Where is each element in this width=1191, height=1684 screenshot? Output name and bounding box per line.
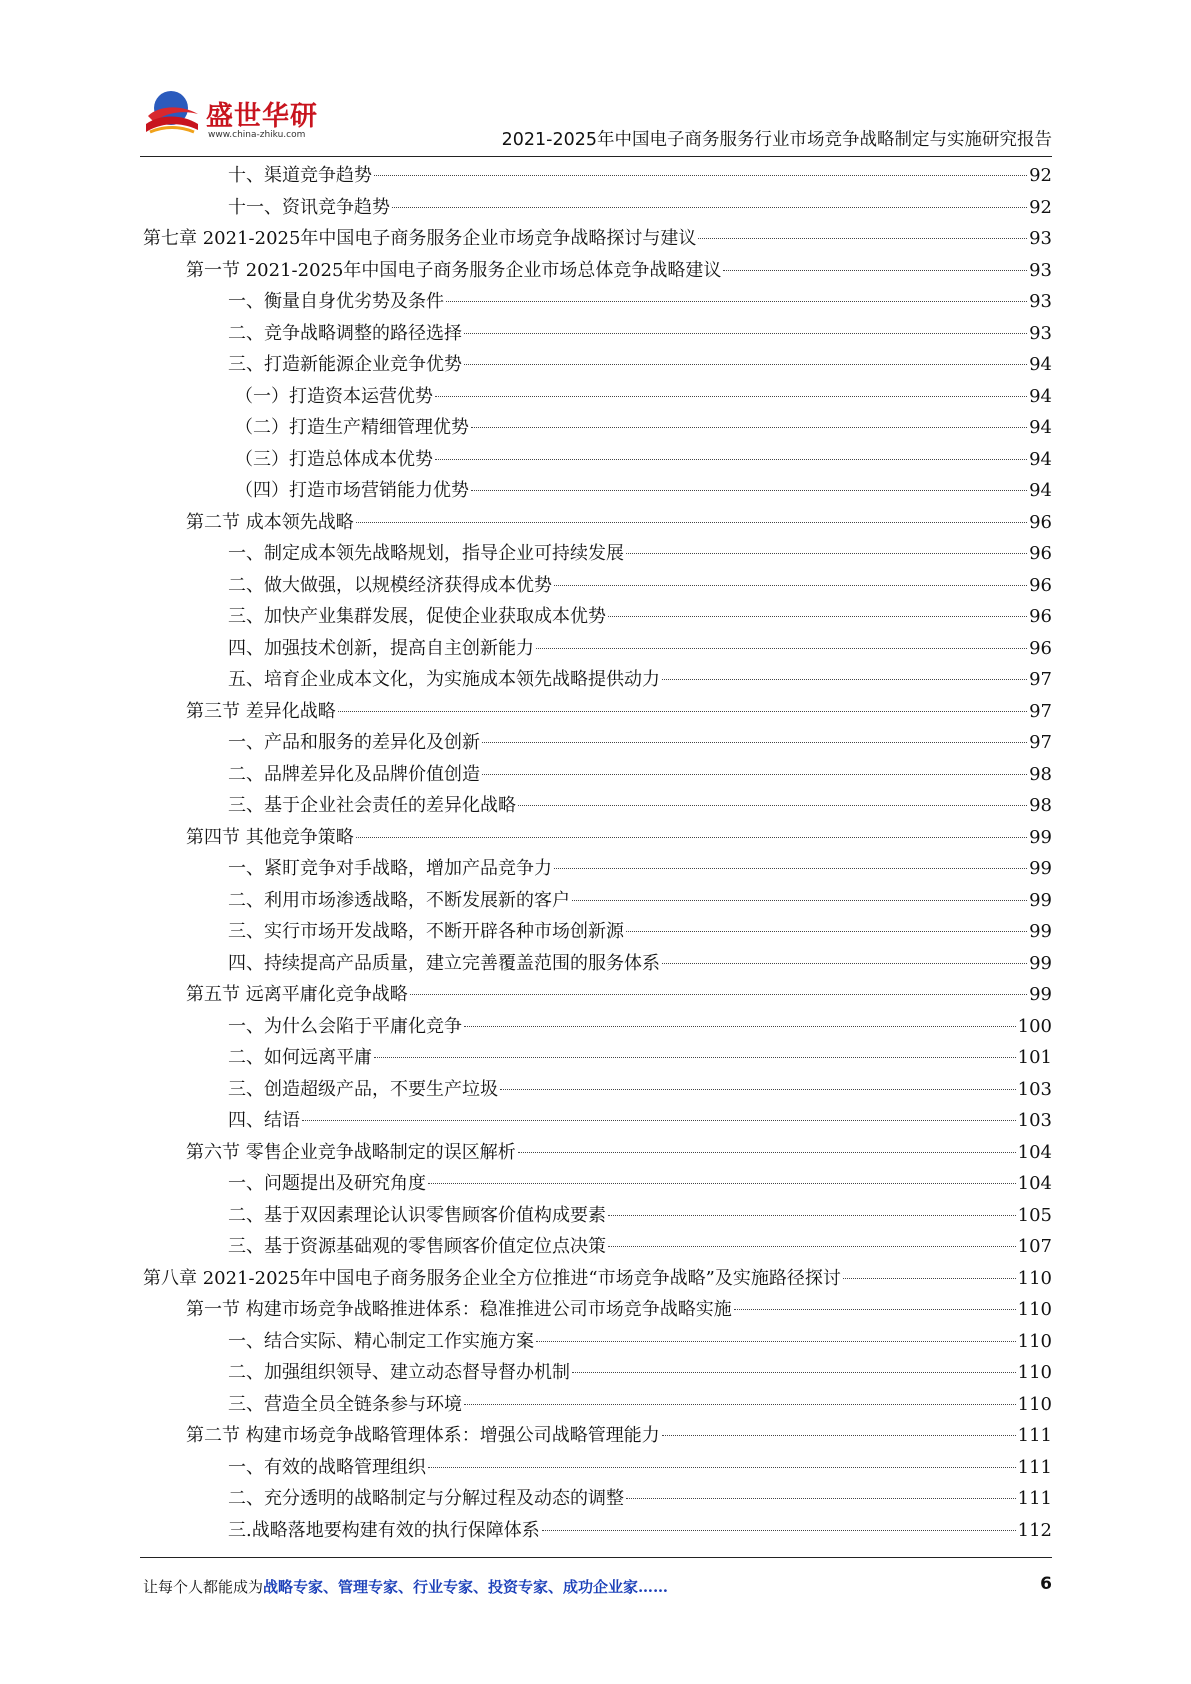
toc-entry-page: 97 [1029,700,1052,722]
toc-dot-leader [662,679,1027,680]
toc-entry-page: 110 [1017,1393,1052,1415]
toc-dot-leader [482,742,1027,743]
toc-entry-title: 一、有效的战略管理组织 [228,1456,426,1478]
toc-dot-leader [338,711,1027,712]
toc-entry[interactable] [143,507,1052,539]
toc-entry-page: 101 [1017,1047,1052,1068]
toc-entry[interactable] [143,570,1052,602]
toc-entry-title: 五、培育企业成本文化，为实施成本领先战略提供动力 [228,669,660,690]
toc-entry-title: 一、衡量自身优劣势及条件 [228,291,444,312]
toc-entry[interactable] [143,1011,1052,1043]
toc-entry-page: 98 [1029,795,1052,816]
page-number: 6 [1040,1574,1052,1594]
toc-entry-title: 一、问题提出及研究角度 [228,1173,426,1194]
toc-entry[interactable] [143,696,1052,728]
toc-entry-page: 99 [1029,952,1052,974]
toc-entry-page: 105 [1017,1204,1052,1226]
toc-entry-title: 第一节 2021-2025年中国电子商务服务企业市场总体竞争战略建议 [186,259,722,281]
toc-entry-page: 111 [1017,1456,1052,1478]
toc-entry-title: 一、产品和服务的差异化及创新 [228,732,480,753]
toc-dot-leader [471,490,1027,491]
toc-dot-leader [626,931,1027,932]
toc-entry-page: 100 [1017,1015,1052,1037]
logo-name: 盛世华研 [206,101,318,132]
toc-entry[interactable] [143,286,1052,318]
toc-entry-title: （三）打造总体成本优势 [235,448,433,470]
toc-entry-title: 第五节 远离平庸化竞争战略 [186,984,408,1005]
toc-dot-leader [446,301,1027,302]
toc-entry-page: 93 [1029,228,1052,249]
toc-entry[interactable] [143,475,1052,507]
toc-entry-page: 96 [1029,511,1052,533]
toc-entry[interactable] [143,1074,1052,1106]
company-logo [140,80,320,146]
toc-entry-title: 第六节 零售企业竞争战略制定的误区解析 [186,1141,516,1163]
toc-entry[interactable] [143,1105,1052,1137]
toc-dot-leader [356,522,1027,523]
toc-entry-title: 二、品牌差异化及品牌价值创造 [228,763,480,785]
toc-dot-leader [536,1341,1016,1342]
toc-dot-leader [374,1057,1016,1058]
toc-entry-page: 94 [1029,448,1052,470]
toc-entry-title: 四、结语 [228,1110,300,1131]
toc-entry-page: 97 [1029,732,1052,753]
toc-entry[interactable] [143,822,1052,854]
toc-entry-page: 111 [1017,1425,1052,1446]
logo-emblem-icon [140,84,202,142]
toc-entry-page: 99 [1029,858,1052,879]
toc-entry[interactable] [143,1231,1052,1263]
toc-entry[interactable] [143,1042,1052,1074]
toc-entry[interactable] [143,1294,1052,1326]
toc-entry[interactable] [143,1263,1052,1295]
toc-entry-title: 二、竞争战略调整的路径选择 [228,322,462,344]
toc-dot-leader [608,1246,1016,1247]
toc-entry-title: 三、基于企业社会责任的差异化战略 [228,795,516,816]
toc-entry[interactable] [143,1137,1052,1169]
toc-dot-leader [608,1215,1016,1216]
toc-dot-leader [500,1089,1016,1090]
toc-entry-title: 三、实行市场开发战略，不断开辟各种市场创新源 [228,921,624,942]
toc-dot-leader [435,396,1027,397]
toc-entry-page: 103 [1017,1078,1052,1100]
toc-entry-page: 99 [1029,889,1052,911]
toc-entry-title: 一、结合实际、精心制定工作实施方案 [228,1330,534,1352]
toc-dot-leader [482,774,1027,775]
toc-entry[interactable] [143,223,1052,255]
footer-prefix: 让每个人都能成为 [143,1578,264,1596]
toc-dot-leader [471,427,1027,428]
toc-dot-leader [518,1152,1016,1153]
toc-entry[interactable] [143,444,1052,476]
toc-dot-leader [608,616,1027,617]
toc-entry[interactable] [143,885,1052,917]
toc-entry[interactable] [143,759,1052,791]
toc-dot-leader [572,900,1027,901]
toc-entry-page: 110 [1017,1299,1052,1320]
toc-entry-page: 92 [1029,196,1052,218]
toc-entry[interactable] [143,853,1052,885]
toc-entry-title: （一）打造资本运营优势 [235,385,433,407]
toc-dot-leader [843,1278,1016,1279]
toc-dot-leader [723,270,1027,271]
header-divider [140,156,1052,157]
toc-dot-leader [464,333,1027,334]
toc-entry-title: 二、如何远离平庸 [228,1047,372,1068]
toc-entry-title: 第二节 成本领先战略 [186,511,354,533]
toc-entry-title: （二）打造生产精细管理优势 [235,417,469,438]
toc-entry-page: 94 [1029,417,1052,438]
toc-entry[interactable] [143,349,1052,381]
toc-entry[interactable] [143,664,1052,696]
toc-entry-title: 三.战略落地要构建有效的执行保障体系 [228,1519,540,1541]
toc-entry-page: 112 [1017,1519,1052,1541]
toc-entry-title: 第三节 差异化战略 [186,700,336,722]
toc-dot-leader [536,648,1027,649]
table-of-contents [143,160,1052,1546]
toc-entry-title: 四、持续提高产品质量，建立完善覆盖范围的服务体系 [228,952,660,974]
toc-entry[interactable] [143,790,1052,822]
toc-entry-page: 99 [1029,826,1052,848]
toc-entry-page: 110 [1017,1362,1052,1383]
toc-entry-page: 103 [1017,1110,1052,1131]
toc-entry-title: 三、打造新能源企业竞争优势 [228,354,462,375]
toc-dot-leader [374,175,1027,176]
toc-entry-page: 107 [1017,1236,1052,1257]
footer-highlight: 战略专家、管理专家、行业专家、投资专家、成功企业家…… [263,1578,669,1596]
toc-dot-leader [464,1026,1016,1027]
toc-entry-title: 十、渠道竞争趋势 [228,165,372,186]
toc-entry-page: 94 [1029,354,1052,375]
toc-entry-page: 99 [1029,984,1052,1005]
logo-url: www.china-zhiku.com [208,130,306,140]
toc-entry[interactable] [143,1200,1052,1232]
toc-entry[interactable] [143,1483,1052,1515]
toc-dot-leader [428,1467,1016,1468]
toc-entry[interactable] [143,1326,1052,1358]
toc-entry[interactable] [143,192,1052,224]
toc-dot-leader [435,459,1027,460]
toc-entry-title: 十一、资讯竞争趋势 [228,196,390,218]
toc-entry[interactable] [143,1389,1052,1421]
toc-entry-page: 94 [1029,385,1052,407]
page-header [140,80,1052,152]
toc-entry-title: 一、紧盯竞争对手战略，增加产品竞争力 [228,858,552,879]
toc-entry-page: 110 [1017,1330,1052,1352]
toc-entry[interactable] [143,318,1052,350]
toc-entry-title: 一、为什么会陷于平庸化竞争 [228,1015,462,1037]
toc-entry-title: 二、利用市场渗透战略，不断发展新的客户 [228,889,570,911]
toc-entry[interactable] [143,1168,1052,1200]
toc-entry-page: 111 [1017,1488,1052,1509]
toc-entry-title: 第二节 构建市场竞争战略管理体系：增强公司战略管理能力 [186,1425,660,1446]
toc-entry-page: 98 [1029,763,1052,785]
toc-entry-title: 二、加强组织领导、建立动态督导督办机制 [228,1362,570,1383]
toc-entry-title: 三、创造超级产品，不要生产垃圾 [228,1078,498,1100]
toc-entry[interactable] [143,1515,1052,1547]
document-title: 2021-2025年中国电子商务服务行业市场竞争战略制定与实施研究报告 [501,130,1052,150]
toc-entry-page: 96 [1029,543,1052,564]
toc-entry-title: 二、充分透明的战略制定与分解过程及动态的调整 [228,1488,624,1509]
toc-dot-leader [554,868,1027,869]
toc-entry-title: 第七章 2021-2025年中国电子商务服务企业市场竞争战略探讨与建议 [143,228,697,249]
toc-dot-leader [542,1530,1016,1531]
footer-divider [140,1557,1052,1558]
toc-entry-page: 96 [1029,606,1052,627]
toc-entry-title: （四）打造市场营销能力优势 [235,480,469,501]
toc-entry[interactable] [143,916,1052,948]
toc-entry-page: 96 [1029,637,1052,659]
toc-entry[interactable] [143,160,1052,192]
toc-entry-page: 96 [1029,574,1052,596]
toc-entry-title: 三、基于资源基础观的零售顾客价值定位点决策 [228,1236,606,1257]
toc-entry-page: 104 [1017,1141,1052,1163]
toc-dot-leader [464,1404,1016,1405]
toc-entry-title: 第四节 其他竞争策略 [186,826,354,848]
toc-entry-page: 92 [1029,165,1052,186]
toc-entry-title: 二、基于双因素理论认识零售顾客价值构成要素 [228,1204,606,1226]
toc-entry-page: 94 [1029,480,1052,501]
toc-entry-page: 99 [1029,921,1052,942]
toc-dot-leader [356,837,1027,838]
toc-entry-title: 第一节 构建市场竞争战略推进体系：稳准推进公司市场竞争战略实施 [186,1299,732,1320]
toc-dot-leader [662,963,1027,964]
toc-dot-leader [428,1183,1016,1184]
toc-entry[interactable] [143,255,1052,287]
toc-entry-page: 93 [1029,322,1052,344]
toc-entry-page: 110 [1017,1267,1052,1289]
toc-entry-page: 93 [1029,291,1052,312]
toc-entry-page: 97 [1029,669,1052,690]
toc-dot-leader [662,1435,1016,1436]
toc-dot-leader [302,1120,1016,1121]
toc-entry-page: 104 [1017,1173,1052,1194]
toc-entry-page: 93 [1029,259,1052,281]
toc-entry[interactable] [143,1420,1052,1452]
toc-entry[interactable] [143,979,1052,1011]
toc-dot-leader [464,364,1027,365]
toc-entry[interactable] [143,412,1052,444]
toc-dot-leader [518,805,1027,806]
toc-dot-leader [392,207,1027,208]
toc-dot-leader [410,994,1027,995]
toc-entry[interactable] [143,601,1052,633]
toc-entry-title: 二、做大做强，以规模经济获得成本优势 [228,574,552,596]
toc-entry-title: 四、加强技术创新，提高自主创新能力 [228,637,534,659]
toc-dot-leader [554,585,1027,586]
toc-entry[interactable] [143,381,1052,413]
toc-dot-leader [698,238,1027,239]
footer-slogan [143,1576,668,1597]
toc-dot-leader [734,1309,1016,1310]
toc-entry[interactable] [143,633,1052,665]
toc-entry[interactable] [143,1357,1052,1389]
toc-entry-title: 一、制定成本领先战略规划，指导企业可持续发展 [228,543,624,564]
toc-entry[interactable] [143,727,1052,759]
toc-entry[interactable] [143,538,1052,570]
toc-dot-leader [572,1372,1016,1373]
toc-entry-title: 三、营造全员全链条参与环境 [228,1393,462,1415]
toc-entry[interactable] [143,1452,1052,1484]
toc-dot-leader [626,553,1027,554]
toc-entry[interactable] [143,948,1052,980]
toc-entry-title: 第八章 2021-2025年中国电子商务服务企业全方位推进“市场竞争战略”及实施路径探讨 [143,1267,841,1289]
toc-entry-title: 三、加快产业集群发展，促使企业获取成本优势 [228,606,606,627]
toc-dot-leader [626,1498,1016,1499]
